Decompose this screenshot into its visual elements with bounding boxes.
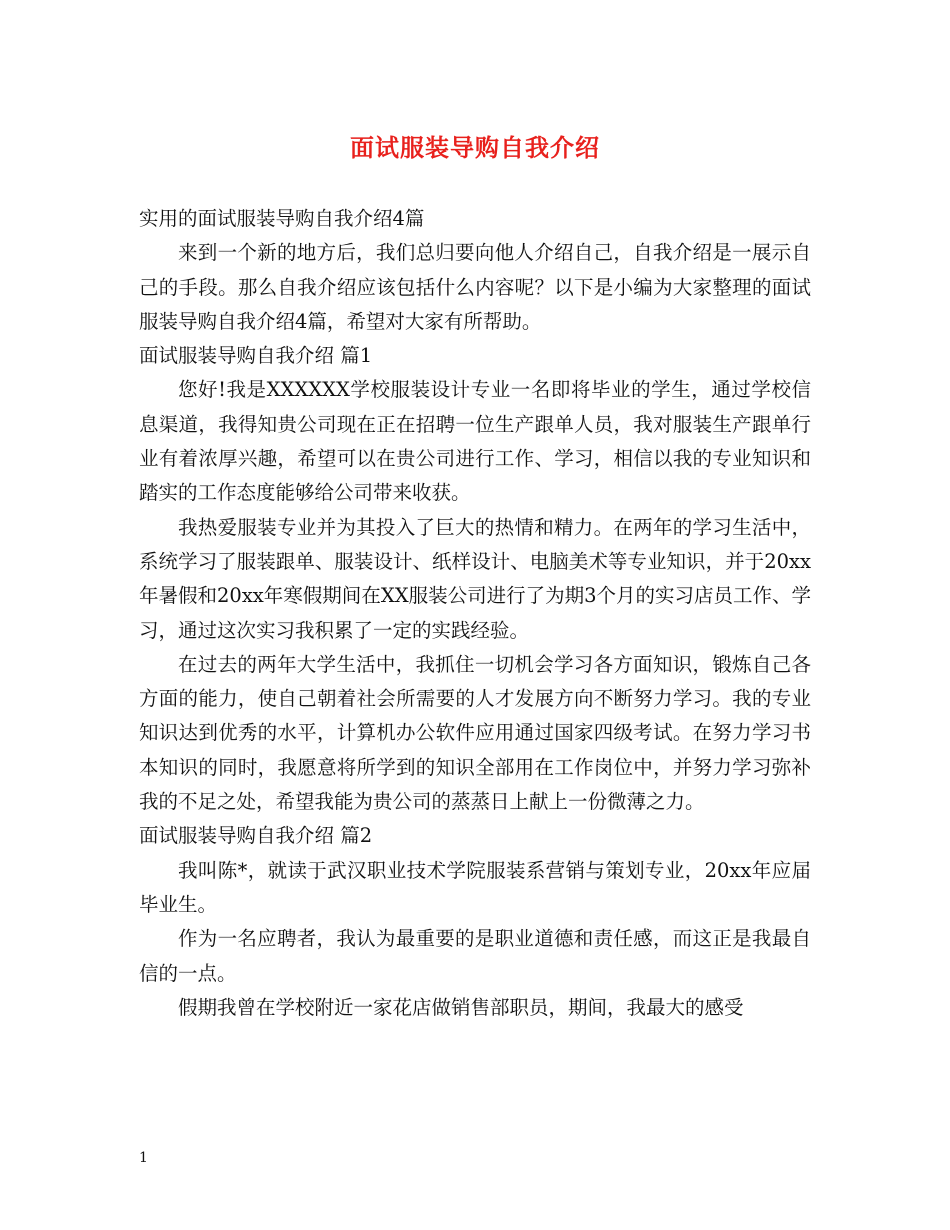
section-heading: 面试服装导购自我介绍 篇2 bbox=[139, 824, 373, 848]
section-heading: 面试服装导购自我介绍 篇1 bbox=[139, 344, 373, 368]
document-title: 面试服装导购自我介绍 bbox=[350, 133, 600, 162]
paragraph: 来到一个新的地方后，我们总归要向他人介绍自己，自我介绍是一展示自己的手段。那么自我介绍应该包括什么内容呢？以下是小编为大家整理的面试服装导购自我介绍4篇，希望对大家有所帮助。 bbox=[139, 241, 811, 333]
document-body bbox=[139, 202, 811, 1025]
paragraph: 您好!我是XXXXXX学校服装设计专业一名即将毕业的学生，通过学校信息渠道，我得知贵公司现在正在招聘一位生产跟单人员，我对服装生产跟单行业有着浓厚兴趣，希望可以在贵公司进行工作、学习，相信以我的专业知识和踏实的工作态度能够给公司带来收获。 bbox=[139, 378, 811, 505]
paragraph: 作为一名应聘者，我认为最重要的是职业道德和责任感，而这正是我最自信的一点。 bbox=[139, 927, 811, 985]
paragraph: 假期我曾在学校附近一家花店做销售部职员，期间，我最大的感受 bbox=[178, 995, 744, 1019]
paragraph: 实用的面试服装导购自我介绍4篇 bbox=[139, 207, 425, 230]
paragraph: 我热爱服装专业并为其投入了巨大的热情和精力。在两年的学习生活中，系统学习了服装跟单、服装设计、纸样设计、电脑美术等专业知识，并于20xx年暑假和20xx年寒假期间在XX服装公司进行了为期3个月的实习店员工作、学习，通过这次实习我积累了一定的实践经验。 bbox=[139, 515, 811, 642]
page-number: 1 bbox=[139, 1150, 148, 1166]
paragraph: 我叫陈*，就读于武汉职业技术学院服装系营销与策划专业，20xx年应届毕业生。 bbox=[139, 858, 811, 916]
paragraph: 在过去的两年大学生活中，我抓住一切机会学习各方面知识，锻炼自己各方面的能力，使自己朝着社会所需要的人才发展方向不断努力学习。我的专业知识达到优秀的水平，计算机办公软件应用通过国家四级考试。在努力学习书本知识的同时，我愿意将所学到的知识全部用在工作岗位中，并努力学习弥补我的不足之处，希望我能为贵公司的蒸蒸日上献上一份微薄之力。 bbox=[139, 652, 811, 814]
